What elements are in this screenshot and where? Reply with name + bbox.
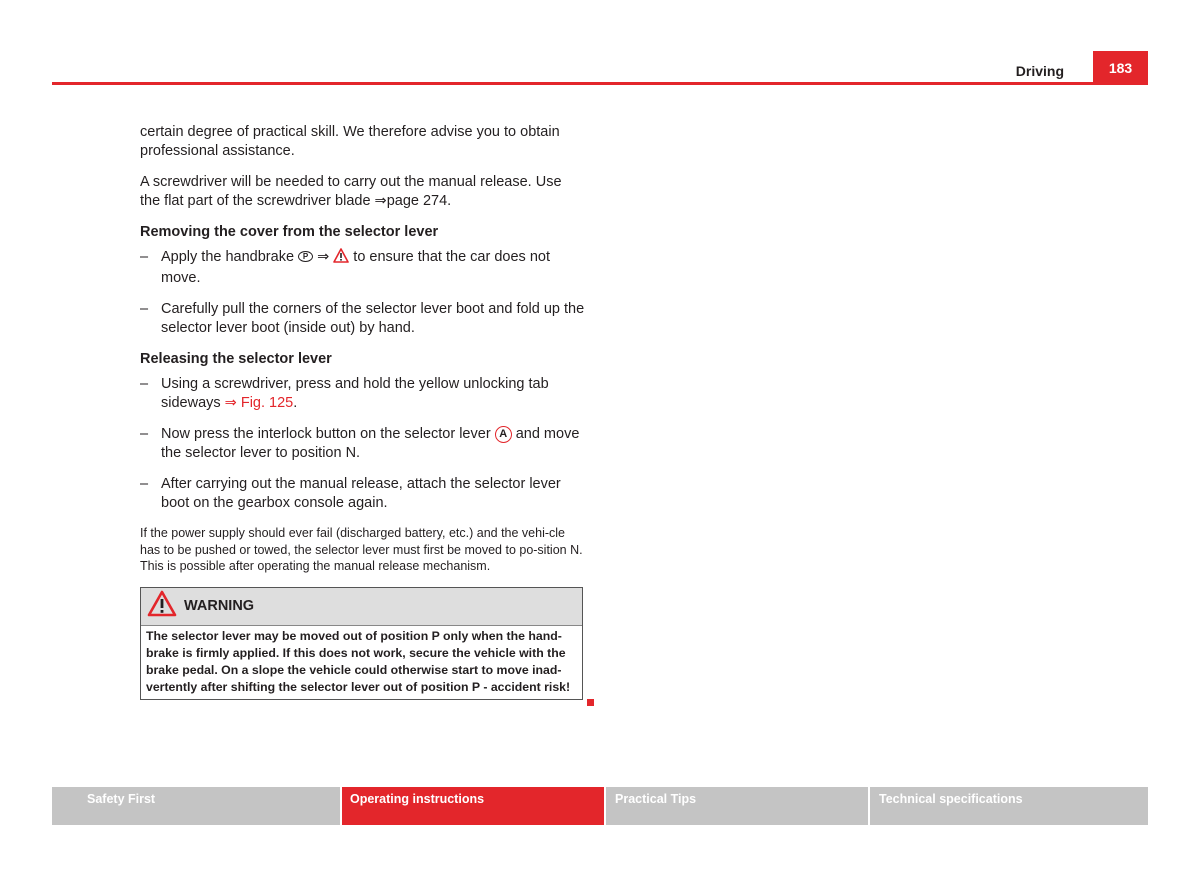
tab-safety-first[interactable]: Safety First <box>52 787 340 825</box>
dash-bullet: – <box>140 426 149 442</box>
dash-bullet: – <box>140 476 149 492</box>
list-item <box>140 475 585 513</box>
dash-bullet: – <box>140 249 149 265</box>
step-text <box>161 375 585 413</box>
subheading: Releasing the selector lever <box>140 351 332 367</box>
tab-practical-tips[interactable]: Practical Tips <box>606 787 868 825</box>
page-reference-link[interactable]: page 274. <box>386 193 452 209</box>
note-paragraph: If the power supply should ever fail (discharged battery, etc.) and the vehi-cle has to be pushed or towed, the selector lever must first be moved to po-sition N. This is possible after operating the manual release mechanism. <box>140 526 583 573</box>
step-text: After carrying out the manual release, attach the selector lever boot on the gearbox console again. <box>161 476 561 511</box>
warning-label: WARNING <box>184 597 255 614</box>
step-text: Carefully pull the corners of the selector lever boot and fold up the selector lever boot (inside out) by hand. <box>161 301 585 336</box>
main-content <box>140 123 585 700</box>
list-item <box>140 375 585 413</box>
reference-arrow: ⇒ <box>313 249 334 265</box>
section-title: Driving <box>1015 63 1064 79</box>
paragraph: certain degree of practical skill. We therefore advise you to obtain professional assistance. <box>140 124 560 159</box>
header-rule <box>52 82 1148 85</box>
footer-nav <box>52 787 1148 825</box>
warning-triangle-icon <box>147 590 177 623</box>
tab-operating-instructions[interactable]: Operating instructions <box>342 787 604 825</box>
warning-triangle-icon[interactable] <box>333 248 349 269</box>
dash-bullet: – <box>140 376 149 392</box>
subheading: Removing the cover from the selector lever <box>140 224 439 240</box>
step-text-part: Using a screwdriver, press and hold the yellow unlocking tab sideways <box>161 376 549 411</box>
step-text-part: . <box>293 395 298 411</box>
step-text-part: Now press the interlock button on the selector lever <box>161 426 495 442</box>
page-number: 183 <box>1093 51 1148 85</box>
warning-text: The selector lever may be moved out of position P only when the hand-brake is firmly applied. If this does not work, secure the vehicle with the brake pedal. On a slope the vehicle could otherwise start to move inad-vertently after shifting the selector lever out of position P - accident risk! <box>146 628 571 694</box>
warning-header <box>141 588 582 626</box>
step-text-part: and move the selector lever to position N. <box>161 426 580 461</box>
dash-bullet: – <box>140 301 149 317</box>
paragraph <box>140 173 585 211</box>
tab-technical-specifications[interactable]: Technical specifications <box>870 787 1148 825</box>
step-text <box>161 248 585 288</box>
step-text-part: Apply the handbrake <box>161 249 299 265</box>
step-text <box>161 425 585 463</box>
section-end-marker <box>587 699 594 706</box>
step-text-part: to ensure that the car does not move. <box>161 249 550 286</box>
reference-arrow: ⇒ <box>374 193 387 209</box>
paragraph-text: A screwdriver will be needed to carry out the manual release. Use the flat part of the screwdriver blade <box>140 174 562 209</box>
list-item <box>140 248 585 288</box>
callout-marker-a: A <box>495 426 512 443</box>
list-item <box>140 300 585 338</box>
parking-brake-icon: P <box>298 251 313 262</box>
list-item <box>140 425 585 463</box>
figure-reference-link[interactable]: ⇒ Fig. 125 <box>224 395 294 411</box>
warning-box <box>140 587 583 700</box>
